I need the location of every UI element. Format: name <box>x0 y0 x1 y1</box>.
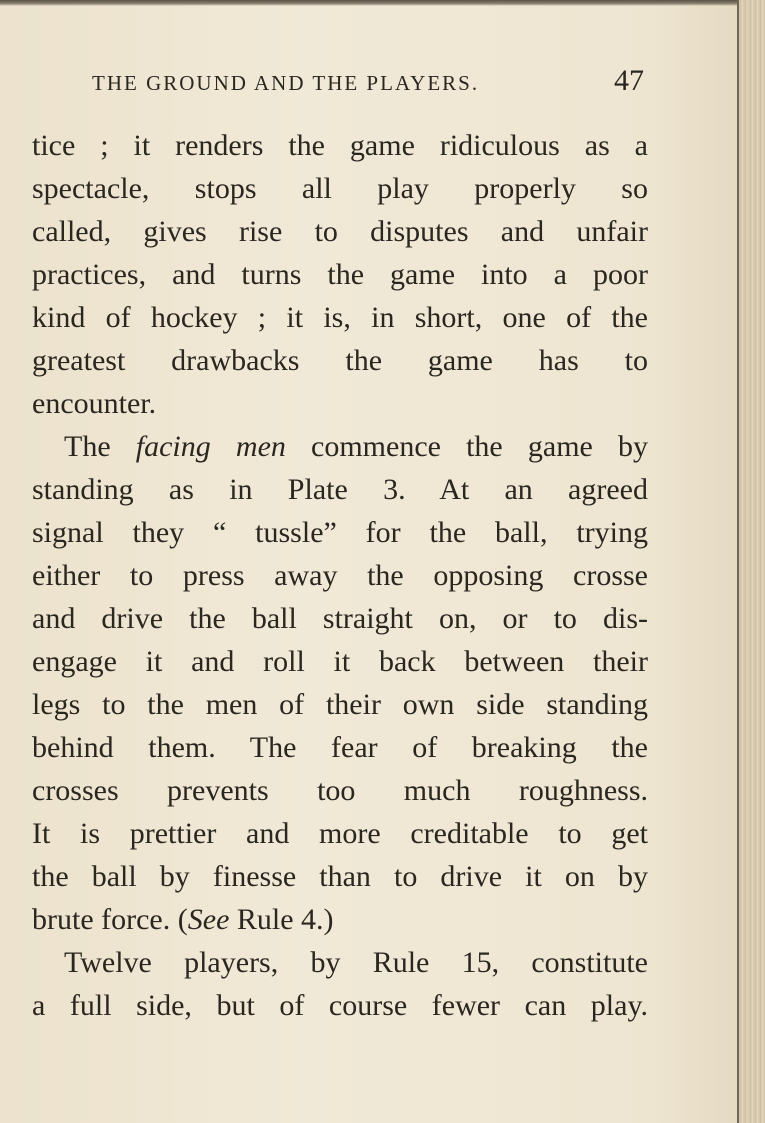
text-line: tice ; it renders the game ridiculous as a <box>32 129 648 162</box>
text-segment: The <box>64 430 136 463</box>
text-line: encounter. <box>32 387 157 420</box>
text-line: called, gives rise to disputes and unfair <box>32 215 648 248</box>
page-number: 47 <box>614 64 644 97</box>
text-line: spectacle, stops all play properly so <box>32 172 648 205</box>
text-line <box>32 898 648 941</box>
text-line: practices, and turns the game into a poor <box>32 258 648 291</box>
page-top-edge <box>0 0 745 6</box>
body-text <box>32 124 648 1027</box>
text-line: signal they “ tussle” for the ball, trying <box>32 516 648 549</box>
running-head <box>92 64 644 104</box>
text-line: legs to the men of their own side standing <box>32 688 648 721</box>
emphasis-text: See <box>187 903 230 936</box>
text-line: engage it and roll it back between their <box>32 645 648 678</box>
text-line: greatest drawbacks the game has to <box>32 344 648 377</box>
text-segment: brute force. ( <box>32 903 188 936</box>
text-segment: Rule 4.) <box>229 903 334 936</box>
text-line: either to press away the opposing crosse <box>32 559 648 592</box>
text-line: It is prettier and more creditable to get <box>32 817 648 850</box>
text-line: crosses prevents too much roughness. <box>32 774 648 807</box>
text-line: behind them. The fear of breaking the <box>32 731 648 764</box>
text-line: Twelve players, by Rule 15, constitute <box>64 946 648 979</box>
text-line: standing as in Plate 3. At an agreed <box>32 473 648 506</box>
text-line <box>32 425 648 468</box>
running-title: THE GROUND AND THE PLAYERS. <box>92 71 480 95</box>
text-segment: commence the game by <box>285 430 648 463</box>
text-line: the ball by finesse than to drive it on by <box>32 860 648 893</box>
text-line: kind of hockey ; it is, in short, one of the <box>32 301 648 334</box>
text-line: and drive the ball straight on, or to dis- <box>32 602 648 635</box>
text-line: a full side, but of course fewer can play. <box>32 989 648 1022</box>
emphasis-text: facing men <box>135 430 286 463</box>
page-fore-edge <box>737 0 765 1123</box>
